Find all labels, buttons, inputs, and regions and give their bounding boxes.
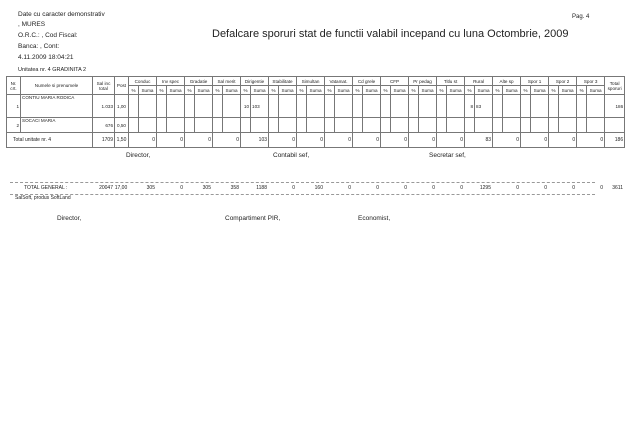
general-total-value: 0 — [376, 185, 379, 191]
general-total-value: 305 — [146, 185, 155, 191]
group-header: CFP — [381, 77, 409, 86]
row-rural-pct: 8 — [465, 95, 475, 118]
pct-header: % — [381, 86, 391, 95]
group-header: Spor 2 — [549, 77, 577, 86]
suma-header: Suma — [419, 86, 437, 95]
general-total-post: 17,00 — [114, 185, 128, 191]
group-header: Rural — [465, 77, 493, 86]
unit-total-value: 103 — [241, 133, 269, 148]
group-header: Simultan — [297, 77, 325, 86]
unit-total-value: 0 — [437, 133, 465, 148]
economist-signature: Economist, — [358, 215, 391, 222]
suma-header: Suma — [559, 86, 577, 95]
unit-total-value: 0 — [549, 133, 577, 148]
unit-total-sum: 186 — [605, 133, 625, 148]
row-dirig-suma: 103 — [251, 95, 269, 118]
unit-total-sal: 1709 — [93, 133, 115, 148]
col-name: Numele si prenumele — [21, 77, 93, 95]
unit-total-value: 0 — [269, 133, 297, 148]
general-total-value: 0 — [600, 185, 603, 191]
group-header: Inv spec — [157, 77, 185, 86]
suma-header: Suma — [167, 86, 185, 95]
row-nr: 1 — [7, 95, 21, 118]
secretar-signature: Secretar sef, — [429, 152, 466, 159]
suma-header: Suma — [447, 86, 465, 95]
row-name: SOCACI MARIA — [21, 118, 93, 133]
row-dirig-pct: 10 — [241, 95, 251, 118]
unit-total-value: 0 — [521, 133, 549, 148]
suma-header: Suma — [475, 86, 493, 95]
software-credit: SalSoft, produs SoftLand — [15, 195, 71, 201]
pct-header: % — [157, 86, 167, 95]
suma-header: Suma — [139, 86, 157, 95]
suma-header: Suma — [391, 86, 409, 95]
col-total: Total sporuri — [605, 77, 625, 95]
suma-header: Suma — [223, 86, 241, 95]
unit-total-value: 0 — [493, 133, 521, 148]
general-total-label: TOTAL GENERAL : — [24, 185, 68, 191]
header-row-groups — [7, 77, 625, 86]
row-name: CONTIU MARIA RODICA — [21, 95, 93, 118]
unit-label: Unitatea nr. 4 GRADINITA 2 — [18, 67, 87, 73]
general-total-sal: 20047 — [99, 185, 113, 191]
unit-total-value: 0 — [409, 133, 437, 148]
row-post: 0,50 — [115, 118, 129, 133]
pct-header: % — [185, 86, 195, 95]
general-total-value: 358 — [230, 185, 239, 191]
general-total-value: 0 — [516, 185, 519, 191]
general-total-value: 1188 — [256, 185, 267, 191]
suma-header: Suma — [279, 86, 297, 95]
unit-total-value: 83 — [465, 133, 493, 148]
divider-bottom — [10, 194, 595, 195]
pct-header: % — [409, 86, 419, 95]
pct-header: % — [325, 86, 335, 95]
row-sal: 676 — [93, 118, 115, 133]
general-total-sum: 3611 — [612, 185, 623, 191]
col-post: Post — [115, 77, 129, 95]
pct-header: % — [269, 86, 279, 95]
group-header: Titlu st — [437, 77, 465, 86]
page-number: Pag. 4 — [572, 14, 590, 20]
general-total-value: 0 — [348, 185, 351, 191]
pct-header: % — [353, 86, 363, 95]
row-nr: 2 — [7, 118, 21, 133]
general-total-row — [6, 183, 624, 193]
group-header: Spor 3 — [577, 77, 605, 86]
group-header: Sal merit — [213, 77, 241, 86]
orc-fiscal: O.R.C.: , Cod Fiscal: — [18, 32, 78, 39]
unit-total-value: 0 — [577, 133, 605, 148]
row-post: 1,00 — [115, 95, 129, 118]
row-sal: 1.033 — [93, 95, 115, 118]
pct-header: % — [129, 86, 139, 95]
suma-header: Suma — [587, 86, 605, 95]
group-header: Pr pedag — [409, 77, 437, 86]
pct-header: % — [437, 86, 447, 95]
unit-total-value: 0 — [157, 133, 185, 148]
general-total-value: 0 — [572, 185, 575, 191]
unit-total-value: 0 — [381, 133, 409, 148]
group-header: Stabilitate — [269, 77, 297, 86]
suma-header: Suma — [531, 86, 549, 95]
table-row — [7, 95, 625, 118]
group-header: Dirigentie — [241, 77, 269, 86]
group-header: Gradatie — [185, 77, 213, 86]
pct-header: % — [521, 86, 531, 95]
unit-total-label: Total unitate nr. 4 — [7, 133, 93, 148]
unit-total-value: 0 — [353, 133, 381, 148]
group-header: Alte sp — [493, 77, 521, 86]
compartiment-signature: Compartiment PIR, — [225, 215, 281, 222]
unit-total-value: 0 — [213, 133, 241, 148]
suma-header: Suma — [251, 86, 269, 95]
director-signature-2: Director, — [57, 215, 82, 222]
general-total-table — [6, 183, 624, 193]
pct-header: % — [297, 86, 307, 95]
group-header: Spor 1 — [521, 77, 549, 86]
pct-header: % — [493, 86, 503, 95]
contabil-signature: Contabil sef, — [273, 152, 310, 159]
row-rural-suma: 83 — [475, 95, 493, 118]
col-sal: Sal inc total — [93, 77, 115, 95]
director-signature: Director, — [126, 152, 151, 159]
suma-header: Suma — [363, 86, 381, 95]
pct-header: % — [465, 86, 475, 95]
unit-total-value: 0 — [185, 133, 213, 148]
suma-header: Suma — [335, 86, 353, 95]
col-nr: Nr. crt. — [7, 77, 21, 95]
general-total-value: 0 — [544, 185, 547, 191]
print-datetime: 4.11.2009 18:04:21 — [18, 54, 74, 61]
general-total-value: 305 — [202, 185, 211, 191]
general-total-value: 0 — [432, 185, 435, 191]
company-name: Date cu caracter demonstrativ — [18, 11, 105, 18]
suma-header: Suma — [195, 86, 213, 95]
general-total-value: 0 — [180, 185, 183, 191]
pct-header: % — [213, 86, 223, 95]
unit-total-value: 0 — [297, 133, 325, 148]
unit-total-row — [7, 133, 625, 148]
general-total-value: 0 — [292, 185, 295, 191]
group-header: Vatamat. — [325, 77, 353, 86]
county: , MURES — [18, 21, 46, 28]
main-table — [6, 76, 625, 148]
suma-header: Suma — [307, 86, 325, 95]
unit-total-value: 0 — [325, 133, 353, 148]
general-total-value: 1295 — [479, 185, 491, 191]
pct-header: % — [577, 86, 587, 95]
general-total-value: 0 — [460, 185, 463, 191]
unit-total-post: 1,50 — [115, 133, 129, 148]
general-total-value: 160 — [314, 185, 323, 191]
bank-account: Banca: , Cont: — [18, 43, 60, 50]
group-header: Cd grele — [353, 77, 381, 86]
document-title: Defalcare sporuri stat de functii valabil incepand cu luna Octombrie, 2009 — [212, 28, 569, 40]
group-header: Conduc — [129, 77, 157, 86]
pct-header: % — [241, 86, 251, 95]
table-row — [7, 118, 625, 133]
row-total: 186 — [605, 95, 625, 118]
suma-header: Suma — [503, 86, 521, 95]
unit-total-value: 0 — [129, 133, 157, 148]
general-total-value: 0 — [404, 185, 407, 191]
pct-header: % — [549, 86, 559, 95]
